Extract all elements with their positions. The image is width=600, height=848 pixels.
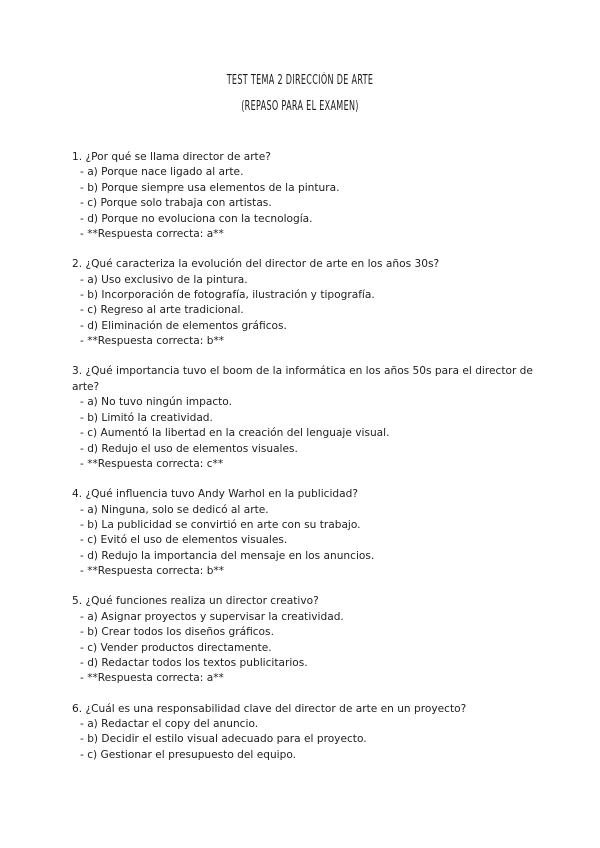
- question-2: [72, 257, 542, 349]
- correct-answer: - **Respuesta correcta: b**: [80, 335, 225, 348]
- document-title: TEST TEMA 2 DIRECCIÓN DE ARTE: [226, 73, 374, 88]
- document-subtitle: (REPASO PARA EL EXAMEN): [241, 99, 359, 114]
- question-5: [72, 594, 542, 686]
- question-4: [72, 487, 542, 579]
- option-a: - a) Redactar el copy del anuncio.: [80, 717, 259, 730]
- option-c: - c) Porque solo trabaja con artistas.: [80, 197, 272, 210]
- question-text: 5. ¿Qué funciones realiza un director creativo?: [72, 595, 319, 608]
- correct-answer: - **Respuesta correcta: a**: [80, 672, 224, 685]
- option-b: - b) Limitó la creatividad.: [80, 411, 213, 424]
- question-text: 1. ¿Por qué se llama director de arte?: [72, 151, 271, 163]
- option-d: - d) Porque no evoluciona con la tecnología.: [80, 212, 313, 225]
- correct-answer: - **Respuesta correcta: c**: [80, 457, 224, 470]
- option-c: - c) Evitó el uso de elementos visuales.: [80, 534, 288, 547]
- option-c: - c) Gestionar el presupuesto del equipo.: [80, 748, 297, 761]
- option-b: - b) La publicidad se convirtió en arte con su trabajo.: [80, 518, 361, 531]
- option-c: - c) Vender productos directamente.: [80, 641, 272, 654]
- option-a: - a) Uso exclusivo de la pintura.: [80, 273, 248, 286]
- option-b: - b) Incorporación de fotografía, ilustración y tipografía.: [80, 289, 375, 302]
- question-text: 3. ¿Qué importancia tuvo el boom de la informática en los años 50s para el director de arte?: [72, 365, 533, 393]
- correct-answer: - **Respuesta correcta: a**: [80, 228, 224, 241]
- question-text: 2. ¿Qué caracteriza la evolución del director de arte en los años 30s?: [72, 258, 440, 271]
- option-d: - d) Redujo el uso de elementos visuales.: [80, 442, 298, 455]
- option-a: - a) No tuvo ningún impacto.: [80, 396, 232, 409]
- question-1: [72, 150, 542, 242]
- option-a: - a) Ninguna, solo se dedicó al arte.: [80, 503, 269, 516]
- option-d: - d) Eliminación de elementos gráficos.: [80, 319, 287, 332]
- question-text: 4. ¿Qué influencia tuvo Andy Warhol en la publicidad?: [72, 488, 358, 501]
- option-d: - d) Redujo la importancia del mensaje en los anuncios.: [80, 549, 375, 562]
- question-6: [72, 702, 542, 764]
- question-list: [72, 150, 542, 778]
- option-b: - b) Porque siempre usa elementos de la pintura.: [80, 181, 340, 194]
- correct-answer: - **Respuesta correcta: b**: [80, 565, 225, 578]
- question-3: [72, 364, 542, 472]
- option-b: - b) Crear todos los diseños gráficos.: [80, 626, 274, 639]
- option-c: - c) Aumentó la libertad en la creación del lenguaje visual.: [80, 427, 390, 440]
- option-a: - a) Asignar proyectos y supervisar la creatividad.: [80, 610, 344, 623]
- option-a: - a) Porque nace ligado al arte.: [80, 166, 244, 179]
- question-text: 6. ¿Cuál es una responsabilidad clave del director de arte en un proyecto?: [72, 702, 467, 715]
- option-d: - d) Redactar todos los textos publicitarios.: [80, 656, 308, 669]
- option-b: - b) Decidir el estilo visual adecuado para el proyecto.: [80, 733, 367, 746]
- option-c: - c) Regreso al arte tradicional.: [80, 304, 244, 317]
